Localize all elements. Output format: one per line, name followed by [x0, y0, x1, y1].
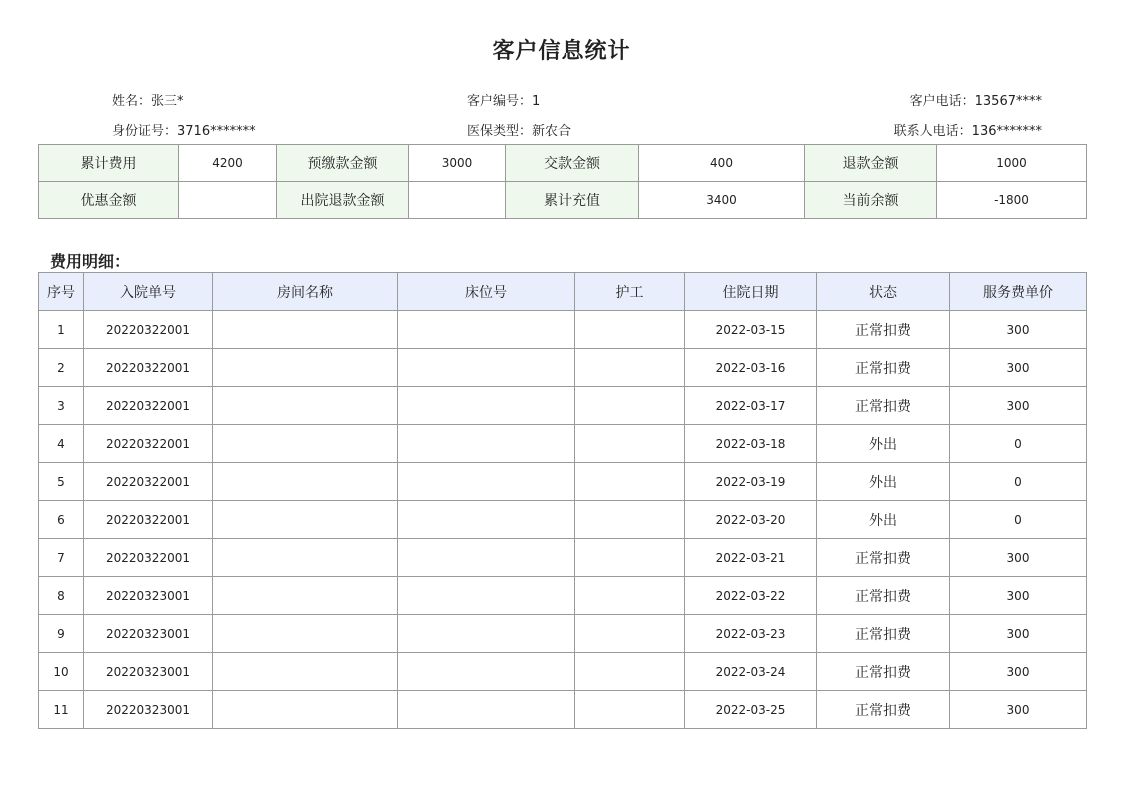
- table-cell: [575, 691, 685, 729]
- table-row: [39, 501, 1087, 539]
- table-cell: [575, 653, 685, 691]
- info-row-1: [112, 89, 1042, 109]
- table-row: [39, 463, 1087, 501]
- table-cell: [213, 463, 398, 501]
- section-title: 费用明细：: [50, 252, 131, 271]
- id-card-number: 身份证号：3716*******: [112, 123, 256, 139]
- table-cell: [398, 311, 575, 349]
- contact-phone: 联系人电话：136*******: [893, 123, 1042, 139]
- table-cell: 20220322001: [84, 311, 213, 349]
- table-cell: 2: [39, 349, 84, 387]
- table-cell: 2022-03-17: [685, 387, 817, 425]
- table-cell: 10: [39, 653, 84, 691]
- table-cell: 2022-03-24: [685, 653, 817, 691]
- table-header-row: [39, 273, 1087, 311]
- table-row: [39, 653, 1087, 691]
- summary-value: -1800: [937, 182, 1087, 219]
- table-cell: 9: [39, 615, 84, 653]
- table-cell: 2022-03-16: [685, 349, 817, 387]
- table-cell: 20220323001: [84, 653, 213, 691]
- table-cell: 20220322001: [84, 349, 213, 387]
- table-cell: 3: [39, 387, 84, 425]
- column-header: 住院日期: [685, 273, 817, 311]
- table-cell: 20220322001: [84, 425, 213, 463]
- table-cell: 20220322001: [84, 463, 213, 501]
- table-cell: [213, 425, 398, 463]
- table-cell: 2022-03-23: [685, 615, 817, 653]
- summary-label: 预缴款金额: [277, 145, 409, 182]
- table-cell: 2022-03-21: [685, 539, 817, 577]
- table-row: [39, 349, 1087, 387]
- table-cell: 2022-03-18: [685, 425, 817, 463]
- summary-value: 4200: [179, 145, 277, 182]
- table-cell: 20220323001: [84, 691, 213, 729]
- summary-row: [39, 145, 1087, 182]
- summary-row: [39, 182, 1087, 219]
- table-cell: 2022-03-25: [685, 691, 817, 729]
- summary-label: 交款金额: [506, 145, 639, 182]
- table-cell: 20220323001: [84, 577, 213, 615]
- table-cell: 300: [950, 577, 1087, 615]
- summary-value: [179, 182, 277, 219]
- summary-label: 出院退款金额: [277, 182, 409, 219]
- table-cell: [398, 691, 575, 729]
- table-cell: 0: [950, 501, 1087, 539]
- table-cell: [398, 615, 575, 653]
- table-cell: [213, 501, 398, 539]
- table-cell: [398, 349, 575, 387]
- table-cell: 正常扣费: [817, 349, 950, 387]
- table-row: [39, 539, 1087, 577]
- table-row: [39, 615, 1087, 653]
- table-row: [39, 311, 1087, 349]
- table-cell: 正常扣费: [817, 691, 950, 729]
- table-cell: [575, 463, 685, 501]
- table-cell: 5: [39, 463, 84, 501]
- table-cell: 300: [950, 615, 1087, 653]
- column-header: 床位号: [398, 273, 575, 311]
- summary-label: 累计费用: [39, 145, 179, 182]
- summary-label: 累计充值: [506, 182, 639, 219]
- table-cell: [398, 425, 575, 463]
- table-cell: 6: [39, 501, 84, 539]
- column-header: 入院单号: [84, 273, 213, 311]
- table-cell: 2022-03-19: [685, 463, 817, 501]
- table-cell: 8: [39, 577, 84, 615]
- page-title: 客户信息统计: [492, 38, 631, 64]
- table-cell: 20220322001: [84, 387, 213, 425]
- table-cell: 300: [950, 387, 1087, 425]
- table-cell: [575, 577, 685, 615]
- table-cell: 正常扣费: [817, 577, 950, 615]
- table-cell: [213, 311, 398, 349]
- table-cell: 2022-03-15: [685, 311, 817, 349]
- summary-label: 退款金额: [805, 145, 937, 182]
- table-cell: 20220322001: [84, 501, 213, 539]
- info-row-2: [112, 119, 1042, 139]
- summary-value: 3400: [639, 182, 805, 219]
- table-cell: [398, 653, 575, 691]
- table-cell: [398, 387, 575, 425]
- table-cell: 20220323001: [84, 615, 213, 653]
- column-header: 护工: [575, 273, 685, 311]
- table-cell: [398, 463, 575, 501]
- summary-value: [409, 182, 506, 219]
- table-cell: 20220322001: [84, 539, 213, 577]
- table-cell: 正常扣费: [817, 539, 950, 577]
- table-cell: 300: [950, 311, 1087, 349]
- table-cell: [213, 577, 398, 615]
- table-cell: 0: [950, 463, 1087, 501]
- table-cell: [575, 501, 685, 539]
- table-cell: [575, 311, 685, 349]
- table-cell: [213, 653, 398, 691]
- table-cell: [213, 615, 398, 653]
- summary-table: [38, 144, 1087, 219]
- table-cell: [575, 387, 685, 425]
- table-cell: [213, 539, 398, 577]
- table-cell: 0: [950, 425, 1087, 463]
- table-cell: [575, 539, 685, 577]
- table-cell: 正常扣费: [817, 311, 950, 349]
- customer-name: 姓名：张三*: [112, 93, 184, 109]
- insurance-type: 医保类型：新农合: [467, 123, 572, 139]
- table-cell: [575, 349, 685, 387]
- summary-value: 1000: [937, 145, 1087, 182]
- column-header: 房间名称: [213, 273, 398, 311]
- column-header: 状态: [817, 273, 950, 311]
- table-cell: 300: [950, 691, 1087, 729]
- table-cell: 正常扣费: [817, 387, 950, 425]
- table-row: [39, 387, 1087, 425]
- customer-phone: 客户电话：13567****: [909, 93, 1042, 109]
- table-row: [39, 691, 1087, 729]
- table-cell: 2022-03-22: [685, 577, 817, 615]
- summary-value: 400: [639, 145, 805, 182]
- summary-label: 当前余额: [805, 182, 937, 219]
- table-cell: 4: [39, 425, 84, 463]
- table-cell: 外出: [817, 425, 950, 463]
- table-cell: [213, 349, 398, 387]
- table-cell: 300: [950, 349, 1087, 387]
- table-cell: [575, 615, 685, 653]
- table-cell: 11: [39, 691, 84, 729]
- table-cell: 正常扣费: [817, 615, 950, 653]
- column-header: 服务费单价: [950, 273, 1087, 311]
- table-cell: [575, 425, 685, 463]
- table-row: [39, 425, 1087, 463]
- table-cell: 1: [39, 311, 84, 349]
- fee-detail-table: [38, 272, 1087, 729]
- table-cell: [213, 387, 398, 425]
- column-header: 序号: [39, 273, 84, 311]
- table-cell: 7: [39, 539, 84, 577]
- summary-value: 3000: [409, 145, 506, 182]
- table-cell: 300: [950, 653, 1087, 691]
- table-cell: [398, 501, 575, 539]
- table-cell: 外出: [817, 501, 950, 539]
- summary-label: 优惠金额: [39, 182, 179, 219]
- table-cell: 2022-03-20: [685, 501, 817, 539]
- customer-number: 客户编号：1: [467, 93, 541, 109]
- table-cell: [213, 691, 398, 729]
- table-cell: [398, 539, 575, 577]
- table-cell: 300: [950, 539, 1087, 577]
- table-row: [39, 577, 1087, 615]
- table-cell: 外出: [817, 463, 950, 501]
- table-cell: [398, 577, 575, 615]
- table-cell: 正常扣费: [817, 653, 950, 691]
